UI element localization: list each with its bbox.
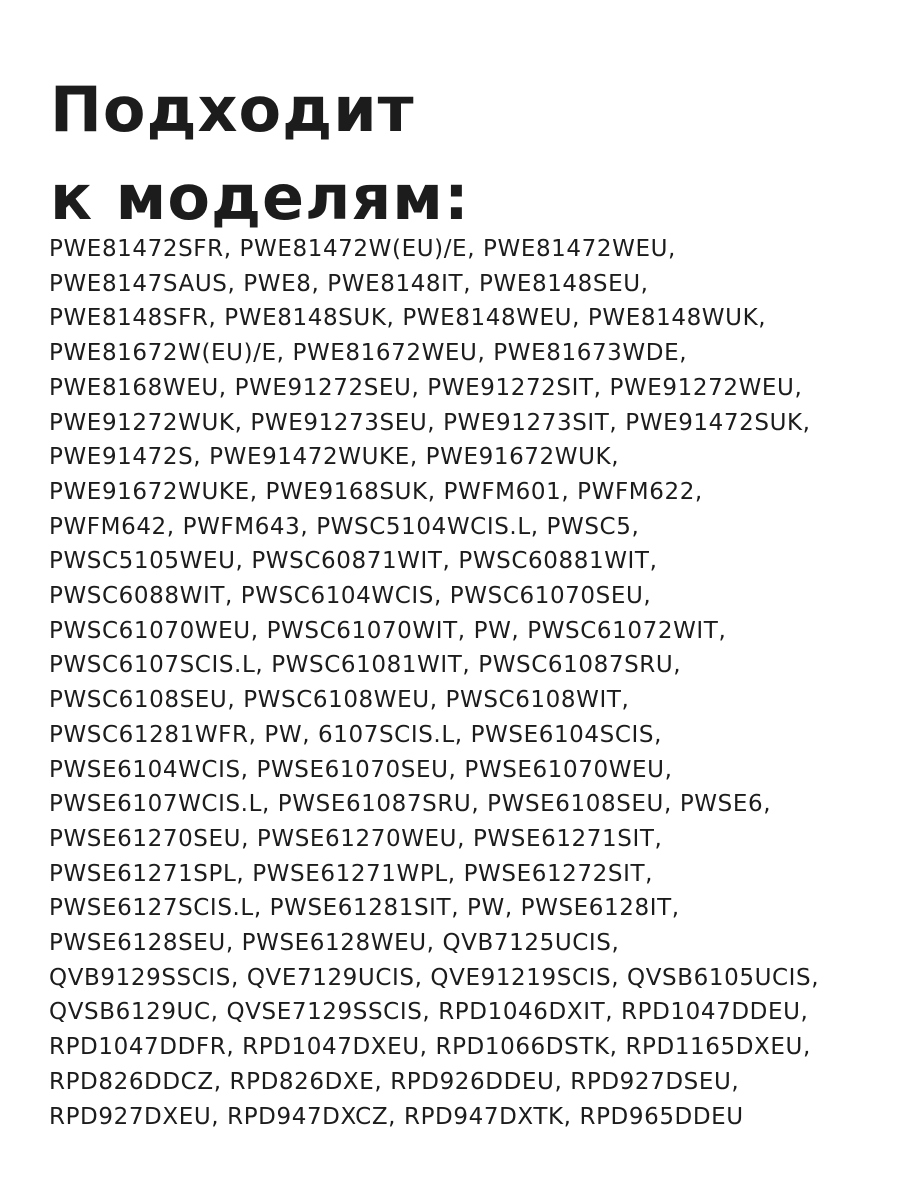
model-line: PWSE6107WCIS.L, PWSE61087SRU, PWSE6108SEU, PWSE6, <box>49 791 772 818</box>
model-line: PWSC61070WEU, PWSC61070WIT, PW, PWSC61072WIT, <box>49 617 727 644</box>
model-line: PWE8147SAUS, PWE8, PWE8148IT, PWE8148SEU, <box>49 270 649 297</box>
model-line: PWSE6127SCIS.L, PWSE61281SIT, PW, PWSE6128IT, <box>49 895 680 922</box>
model-line: PWE8148SFR, PWE8148SUK, PWE8148WEU, PWE8148WUK, <box>49 305 767 332</box>
title-line-1: Подходит <box>50 73 415 146</box>
model-line: QVSB6129UC, QVSE7129SSCIS, RPD1046DXIT, RPD1047DDEU, <box>49 999 809 1026</box>
model-line: QVB9129SSCIS, QVE7129UCIS, QVE91219SCIS, QVSB6105UCIS, <box>49 964 820 991</box>
model-line: PWE91672WUKE, PWE9168SUK, PWFM601, PWFM622, <box>49 478 703 505</box>
model-line: PWSE61270SEU, PWSE61270WEU, PWSE61271SIT, <box>49 825 663 852</box>
title-line-2: к моделям: <box>50 161 470 234</box>
model-line: PWSC5105WEU, PWSC60871WIT, PWSC60881WIT, <box>49 548 658 575</box>
model-line: PWSC6107SCIS.L, PWSC61081WIT, PWSC61087SRU, <box>49 652 682 679</box>
model-line: PWE91272WUK, PWE91273SEU, PWE91273SIT, PWE91472SUK, <box>49 409 811 436</box>
model-line: PWE8168WEU, PWE91272SEU, PWE91272SIT, PWE91272WEU, <box>49 374 803 401</box>
model-line: PWSC6108SEU, PWSC6108WEU, PWSC6108WIT, <box>49 687 630 714</box>
compatible-models-list <box>49 232 894 1134</box>
model-line: PWSC6088WIT, PWSC6104WCIS, PWSC61070SEU, <box>49 583 652 610</box>
model-line: RPD927DXEU, RPD947DXCZ, RPD947DXTK, RPD965DDEU <box>49 1103 744 1130</box>
model-line: PWE81672W(EU)/E, PWE81672WEU, PWE81673WDE, <box>49 340 688 367</box>
page-title <box>50 66 470 242</box>
model-line: RPD826DDCZ, RPD826DXE, RPD926DDEU, RPD927DSEU, <box>49 1068 740 1095</box>
model-line: PWSE61271SPL, PWSE61271WPL, PWSE61272SIT, <box>49 860 654 887</box>
model-line: PWE91472S, PWE91472WUKE, PWE91672WUK, <box>49 444 620 471</box>
model-line: PWFM642, PWFM643, PWSC5104WCIS.L, PWSC5, <box>49 513 640 540</box>
model-line: PWSE6104WCIS, PWSE61070SEU, PWSE61070WEU, <box>49 756 673 783</box>
model-line: PWSE6128SEU, PWSE6128WEU, QVB7125UCIS, <box>49 930 620 957</box>
model-line: PWSC61281WFR, PW, 6107SCIS.L, PWSE6104SCIS, <box>49 721 662 748</box>
model-line: RPD1047DDFR, RPD1047DXEU, RPD1066DSTK, RPD1165DXEU, <box>49 1034 811 1061</box>
model-line: PWE81472SFR, PWE81472W(EU)/E, PWE81472WEU, <box>49 236 676 262</box>
